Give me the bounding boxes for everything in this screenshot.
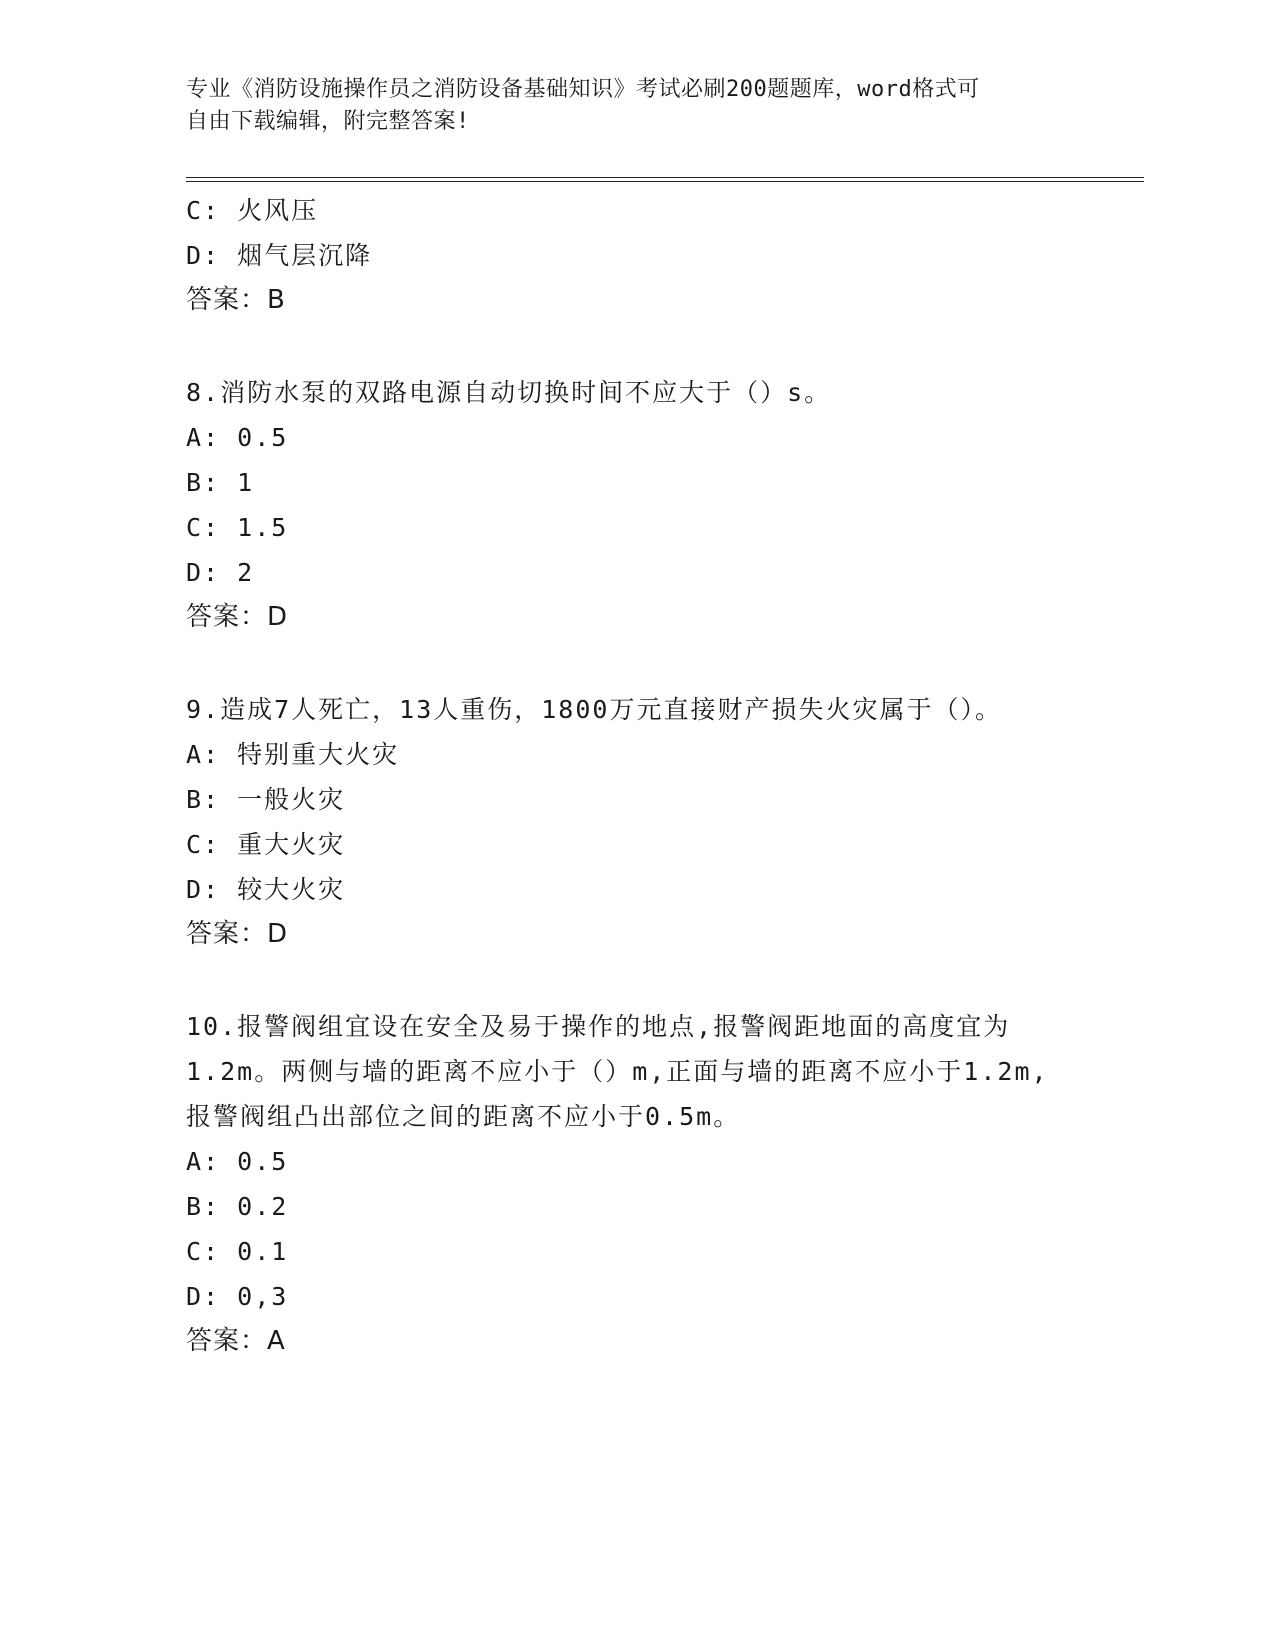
question-stem: 9.造成7人死亡，13人重伤，1800万元直接财产损失火灾属于（）。 bbox=[186, 695, 1002, 724]
answer-label: 答案：D bbox=[186, 602, 289, 632]
option-c: C: 0.1 bbox=[186, 1237, 289, 1266]
question-stem-line-1: 10.报警阀组宜设在安全及易于操作的地点,报警阀距地面的高度宜为 bbox=[186, 1012, 1011, 1041]
question-stem-line-3: 报警阀组凸出部位之间的距离不应小于0.5m。 bbox=[186, 1102, 741, 1131]
option-c: C: 火风压 bbox=[186, 196, 319, 225]
question-10 bbox=[186, 1004, 1086, 1364]
header-divider-bottom bbox=[186, 181, 1144, 182]
header-line-1: 专业《消防设施操作员之消防设备基础知识》考试必刷200题题库，word格式可 bbox=[186, 77, 980, 102]
option-d: D: 0,3 bbox=[186, 1282, 289, 1311]
question-list bbox=[186, 188, 1086, 1364]
option-d: D: 烟气层沉降 bbox=[186, 241, 373, 270]
option-c: C: 重大火灾 bbox=[186, 830, 346, 859]
question-7-continued bbox=[186, 188, 1086, 323]
option-d: D: 2 bbox=[186, 558, 255, 587]
option-c: C: 1.5 bbox=[186, 513, 289, 542]
option-a: A: 0.5 bbox=[186, 423, 289, 452]
answer-label: 答案：A bbox=[186, 1326, 286, 1356]
option-a: A: 0.5 bbox=[186, 1147, 289, 1176]
option-a: A: 特别重大火灾 bbox=[186, 740, 400, 769]
question-stem-line-2: 1.2m。两侧与墙的距离不应小于（）m,正面与墙的距离不应小于1.2m, bbox=[186, 1057, 1049, 1086]
option-d: D: 较大火灾 bbox=[186, 875, 346, 904]
option-b: B: 一般火灾 bbox=[186, 785, 346, 814]
question-stem: 8.消防水泵的双路电源自动切换时间不应大于（）s。 bbox=[186, 378, 832, 407]
option-b: B: 0.2 bbox=[186, 1192, 289, 1221]
document-header bbox=[186, 74, 1066, 138]
option-b: B: 1 bbox=[186, 468, 255, 497]
question-8 bbox=[186, 370, 1086, 640]
answer-label: 答案：B bbox=[186, 285, 286, 315]
question-9 bbox=[186, 687, 1086, 957]
header-divider-top bbox=[186, 177, 1144, 178]
answer-label: 答案：D bbox=[186, 919, 289, 949]
header-line-2: 自由下载编辑，附完整答案! bbox=[186, 109, 470, 134]
